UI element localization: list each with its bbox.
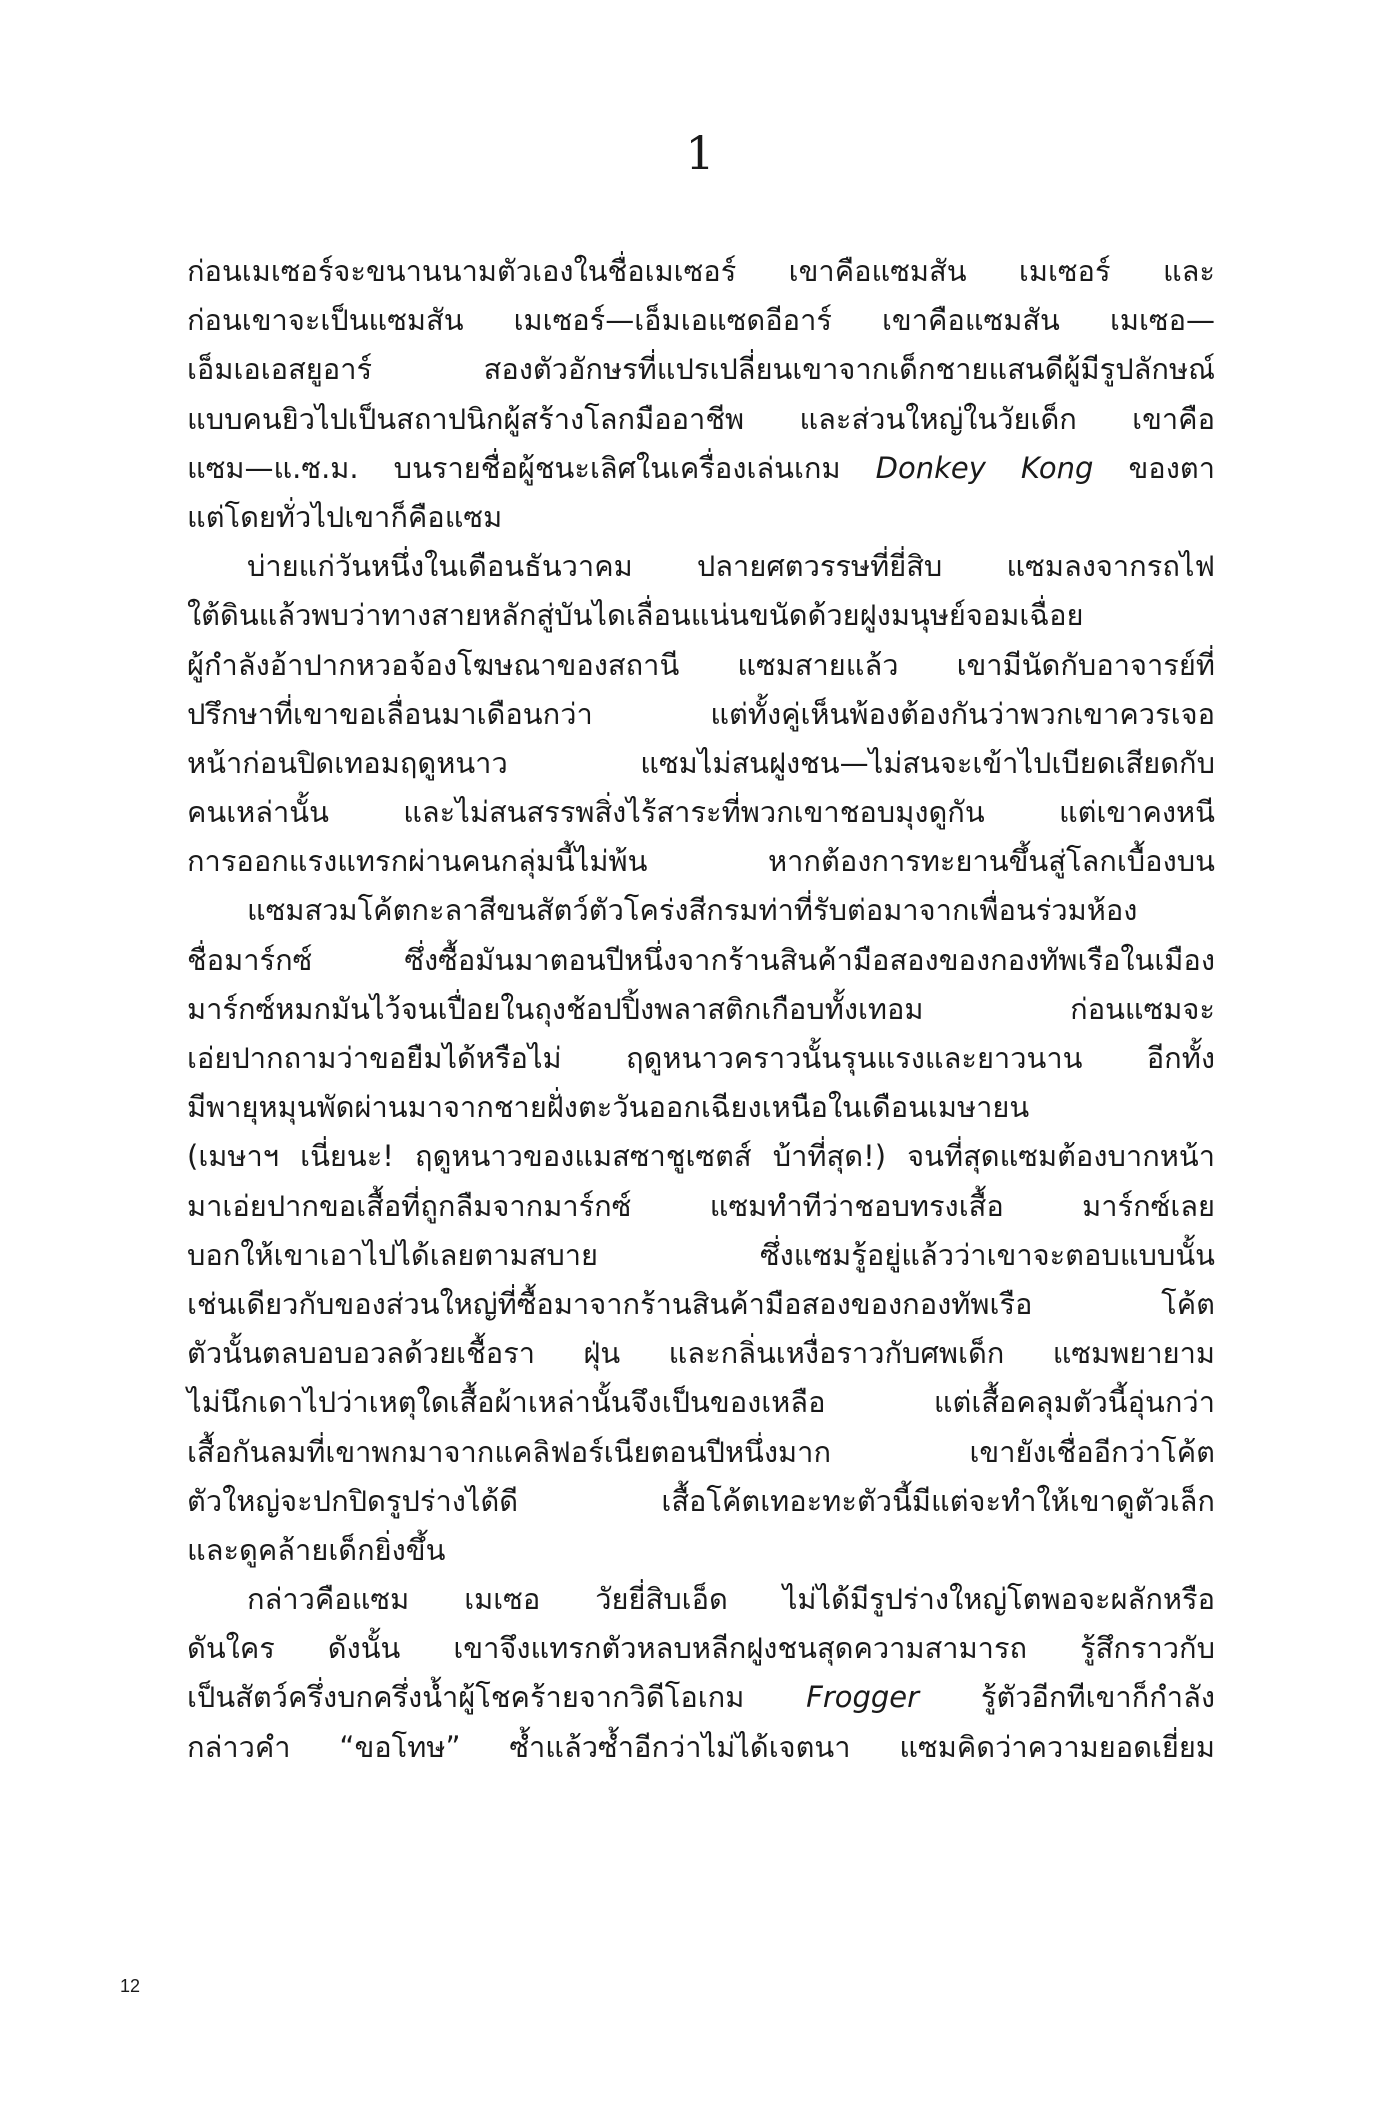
text-line: คนเหล่านั้น และไม่สนสรรพสิ่งไร้สาระที่พวกเขาชอบมุงดูกัน แต่เขาคงหนี <box>187 795 1215 830</box>
text-line: กล่าวคำ “ขอโทษ” ซ้ำแล้วซ้ำอีกว่าไม่ได้เจตนา แซมคิดว่าความยอดเยี่ยม <box>187 1729 1215 1764</box>
text-line: มาเอ่ยปากขอเสื้อที่ถูกลืมจากมาร์กซ์ แซมทำทีว่าชอบทรงเสื้อ มาร์กซ์เลย <box>187 1188 1215 1223</box>
text-line: ก่อนเขาจะเป็นแซมสัน เมเซอร์—เอ็มเอแซดอีอาร์ เขาคือแซมสัน เมเซอ— <box>187 303 1215 338</box>
text-line: แต่โดยทั่วไปเขาก็คือแซม <box>187 499 503 534</box>
text-line: ผู้กำลังอ้าปากหวอจ้องโฆษณาของสถานี แซมสายแล้ว เขามีนัดกับอาจารย์ที่ <box>187 647 1215 682</box>
text-line: แบบคนยิวไปเป็นสถาปนิกผู้สร้างโลกมืออาชีพ และส่วนใหญ่ในวัยเด็ก เขาคือ <box>187 401 1215 436</box>
text-line: แซมสวมโค้ตกะลาสีขนสัตว์ตัวโคร่งสีกรมท่าที่รับต่อมาจากเพื่อนร่วมห้อง <box>247 893 1138 928</box>
text-line: เช่นเดียวกับของส่วนใหญ่ที่ซื้อมาจากร้านสินค้ามือสองของกองทัพเรือ โค้ต <box>187 1286 1215 1321</box>
text-line: ชื่อมาร์กซ์ ซึ่งซื้อมันมาตอนปีหนึ่งจากร้านสินค้ามือสองของกองทัพเรือในเมือง <box>187 942 1215 977</box>
text-line: ตัวนั้นตลบอบอวลด้วยเชื้อรา ฝุ่น และกลิ่นเหงื่อราวกับศพเด็ก แซมพยายาม <box>187 1336 1215 1371</box>
page-number: 12 <box>120 1976 141 1996</box>
text-line: เอ่ยปากถามว่าขอยืมได้หรือไม่ ฤดูหนาวคราวนั้นรุนแรงและยาวนาน อีกทั้ง <box>187 1041 1215 1075</box>
text-line: การออกแรงแทรกผ่านคนกลุ่มนี้ไม่พ้น หากต้องการทะยานขึ้นสู่โลกเบื้องบน <box>187 844 1215 879</box>
text-line: เป็นสัตว์ครึ่งบกครึ่งน้ำผู้โชคร้ายจากวิดีโอเกม Frogger รู้ตัวอีกทีเขาก็กำลัง <box>187 1680 1216 1715</box>
paragraph <box>187 542 1215 886</box>
game-title: Frogger <box>806 1680 920 1715</box>
text-line: ดันใคร ดังนั้น เขาจึงแทรกตัวหลบหลีกฝูงชนสุดความสามารถ รู้สึกราวกับ <box>187 1631 1215 1666</box>
paragraph <box>187 247 1215 542</box>
chapter-number: 1 <box>685 126 715 180</box>
paragraph <box>187 1575 1215 1772</box>
text-line: และดูคล้ายเด็กยิ่งขึ้น <box>187 1532 446 1567</box>
text-line: บ่ายแก่วันหนึ่งในเดือนธันวาคม ปลายศตวรรษที่ยี่สิบ แซมลงจากรถไฟ <box>247 549 1215 584</box>
text-line: กล่าวคือแซม เมเซอ วัยยี่สิบเอ็ด ไม่ได้มีรูปร่างใหญ่โตพอจะผลักหรือ <box>247 1582 1215 1617</box>
text-line: เอ็มเอเอสยูอาร์ สองตัวอักษรที่แปรเปลี่ยนเขาจากเด็กชายแสนดีผู้มีรูปลักษณ์ <box>187 352 1215 387</box>
text-line: บอกให้เขาเอาไปได้เลยตามสบาย ซึ่งแซมรู้อยู่แล้วว่าเขาจะตอบแบบนั้น <box>187 1237 1215 1272</box>
paragraph <box>187 886 1215 1575</box>
text-line: หน้าก่อนปิดเทอมฤดูหนาว แซมไม่สนฝูงชน—ไม่สนจะเข้าไปเบียดเสียดกับ <box>187 745 1215 780</box>
text-line: มาร์กซ์หมกมันไว้จนเปื่อยในถุงช้อปปิ้งพลาสติกเกือบทั้งเทอม ก่อนแซมจะ <box>187 991 1215 1026</box>
text-line: ใต้ดินแล้วพบว่าทางสายหลักสู่บันไดเลื่อนแน่นขนัดด้วยฝูงมนุษย์จอมเฉื่อย <box>187 598 1084 633</box>
text-line: ก่อนเมเซอร์จะขนานนามตัวเองในชื่อเมเซอร์ เขาคือแซมสัน เมเซอร์ และ <box>187 254 1215 288</box>
text-line: ตัวใหญ่จะปกปิดรูปร่างได้ดี เสื้อโค้ตเทอะทะตัวนี้มีแต่จะทำให้เขาดูตัวเล็ก <box>187 1483 1215 1518</box>
text-line: ปรึกษาที่เขาขอเลื่อนมาเดือนกว่า แต่ทั้งคู่เห็นพ้องต้องกันว่าพวกเขาควรเจอ <box>187 696 1215 731</box>
body-text <box>187 247 1215 1772</box>
text-line: เสื้อกันลมที่เขาพกมาจากแคลิฟอร์เนียตอนปีหนึ่งมาก เขายังเชื่ออีกว่าโค้ต <box>187 1434 1215 1469</box>
game-title: Donkey Kong <box>875 450 1094 485</box>
text-line: ไม่นึกเดาไปว่าเหตุใดเสื้อผ้าเหล่านั้นจึงเป็นของเหลือ แต่เสื้อคลุมตัวนี้อุ่นกว่า <box>187 1385 1215 1420</box>
text-line: แซม—แ.ซ.ม. บนรายชื่อผู้ชนะเลิศในเครื่องเล่นเกม Donkey Kong ของตา <box>187 450 1215 485</box>
text-line: (เมษาฯ เนี่ยนะ! ฤดูหนาวของแมสซาชูเซตส์ บ้าที่สุด!) จนที่สุดแซมต้องบากหน้า <box>187 1139 1215 1174</box>
text-line: มีพายุหมุนพัดผ่านมาจากชายฝั่งตะวันออกเฉียงเหนือในเดือนเมษายน <box>187 1090 1030 1125</box>
